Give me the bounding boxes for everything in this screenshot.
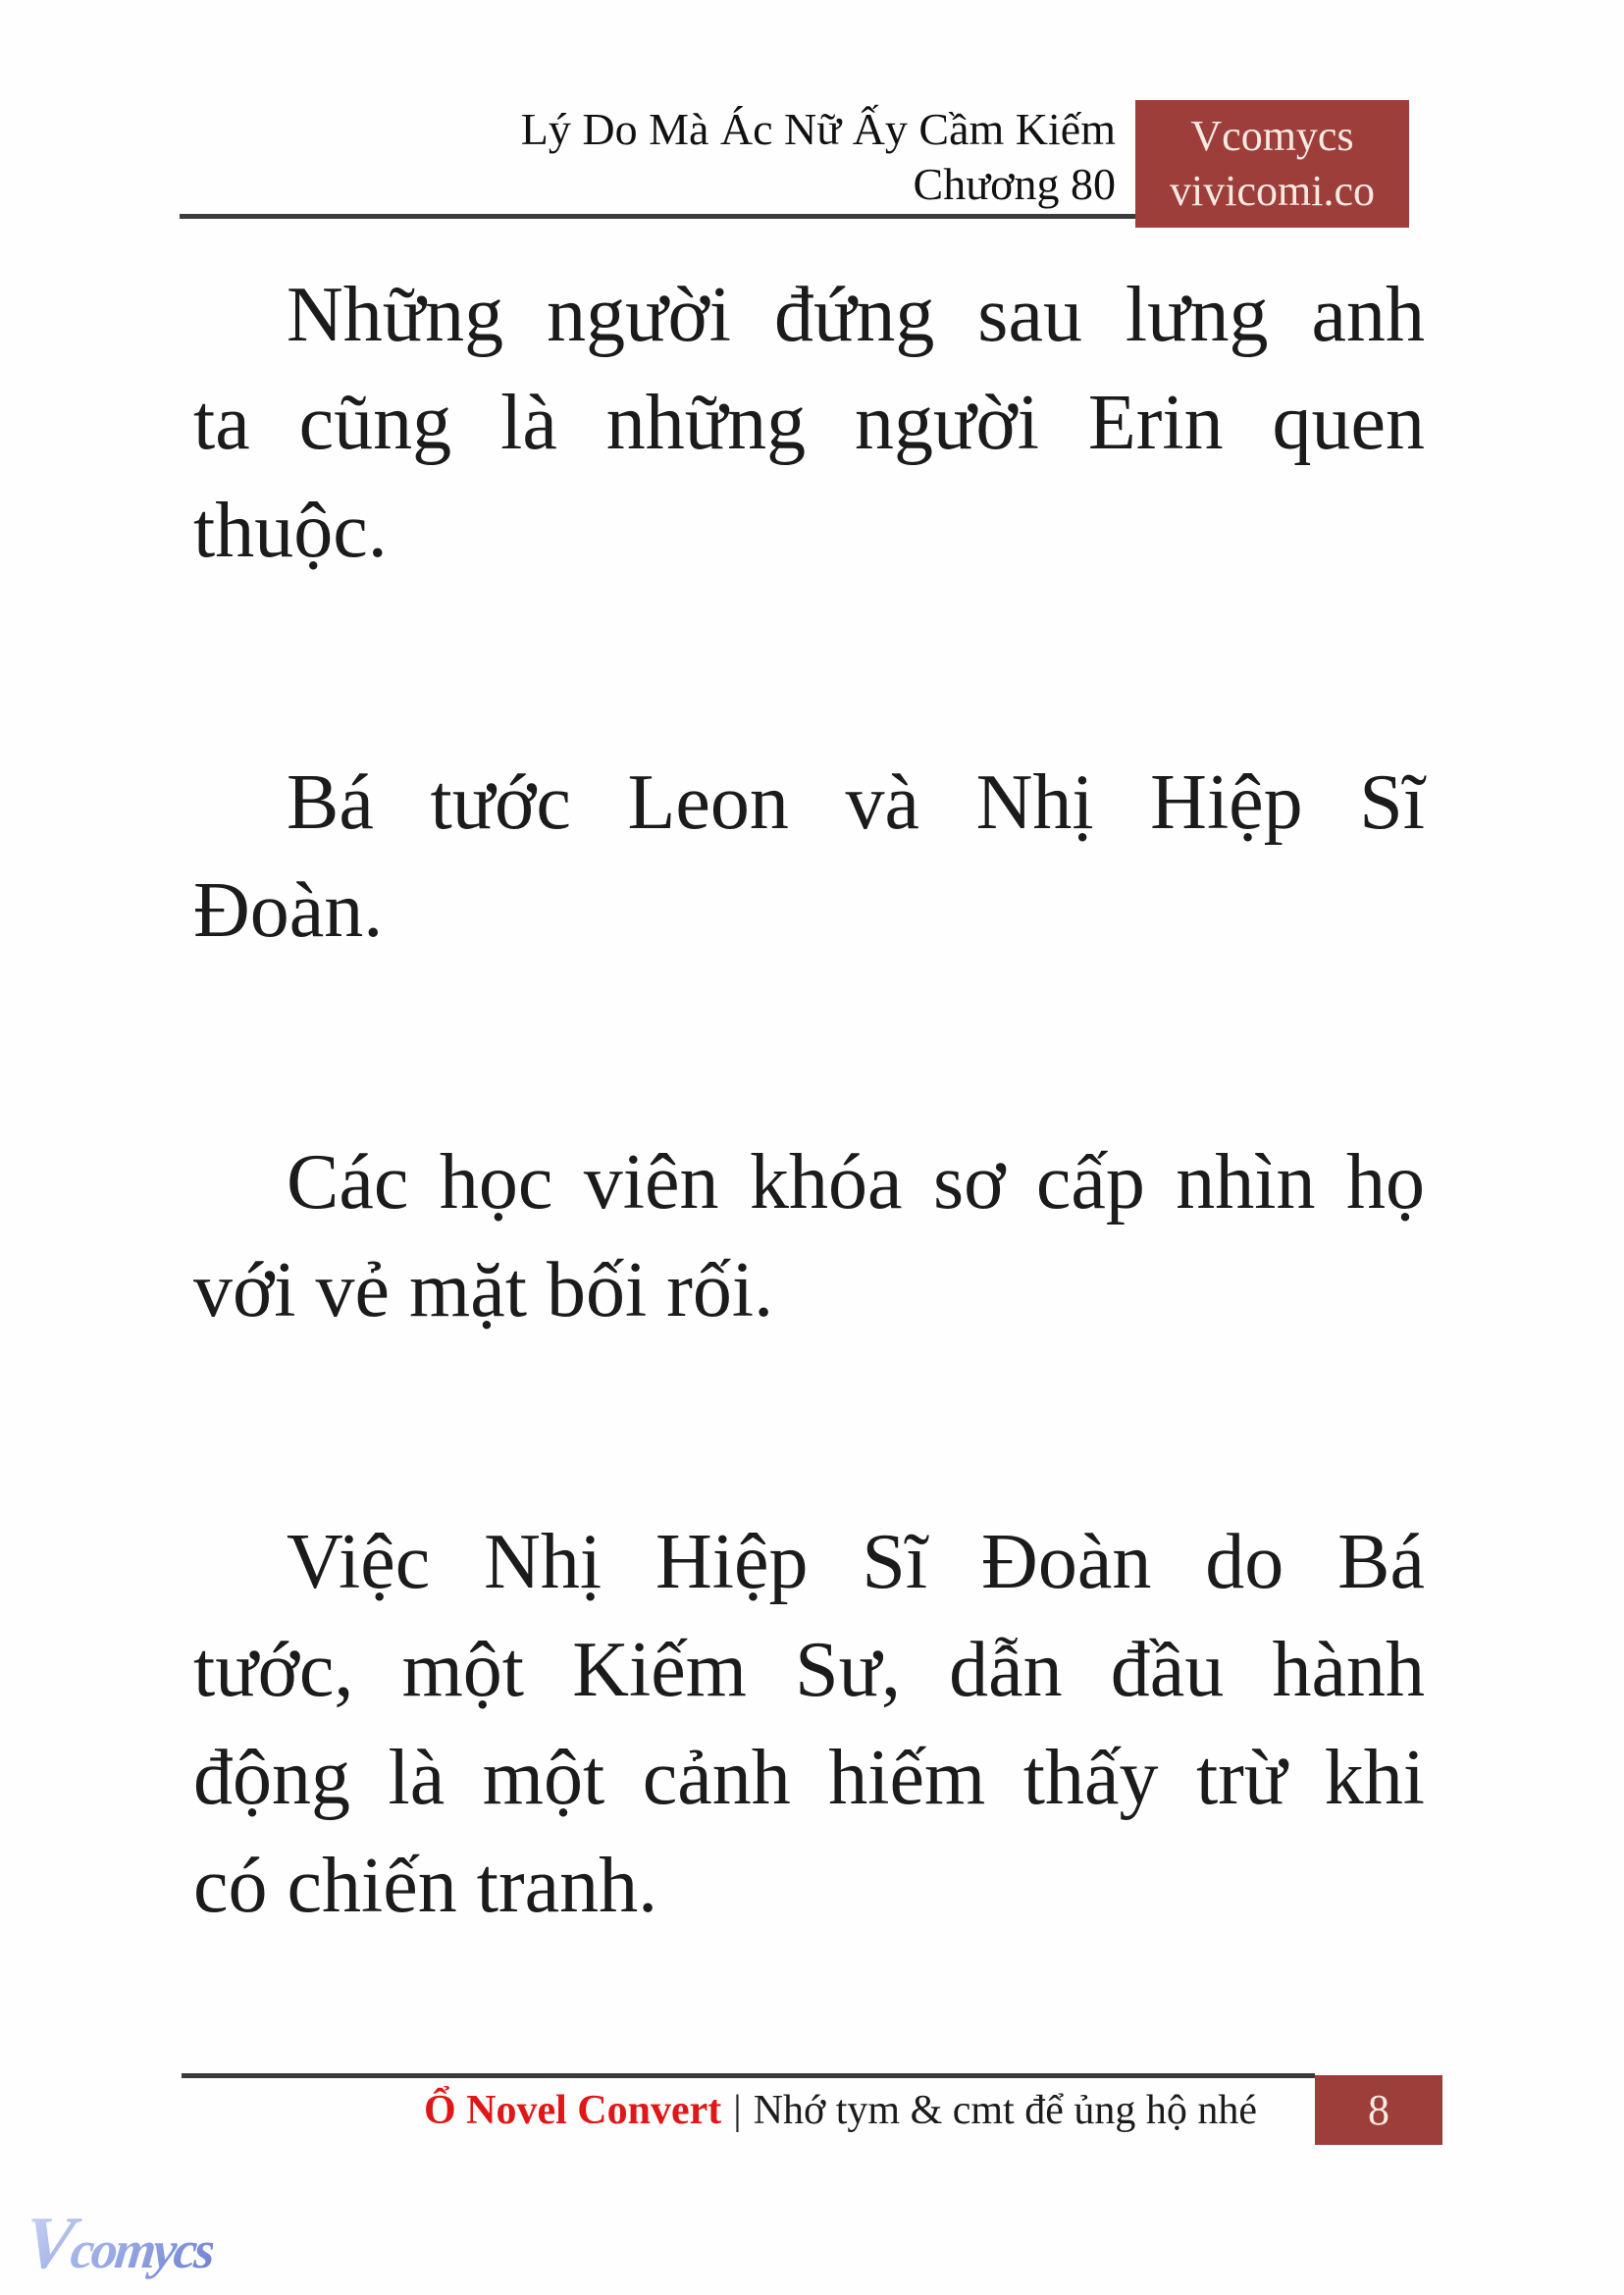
vcomycs-watermark-logo bbox=[20, 2204, 217, 2289]
text-line: thuộc. bbox=[193, 488, 388, 574]
text-line: ta cũng là những người Erin quen bbox=[193, 380, 1425, 466]
brand-site: vivicomi.co bbox=[1170, 167, 1375, 215]
text-line: với vẻ mặt bối rối. bbox=[193, 1247, 774, 1333]
text-line: Bá tước Leon và Nhị Hiệp Sĩ bbox=[287, 759, 1425, 846]
text-line: có chiến tranh. bbox=[193, 1843, 658, 1929]
header-title-line-1: Lý Do Mà Ác Nữ Ấy Cầm Kiếm bbox=[520, 104, 1116, 154]
brand-name: Vcomycs bbox=[1190, 112, 1354, 160]
text-line: Các học viên khóa sơ cấp nhìn họ bbox=[287, 1139, 1425, 1226]
footer-credit-line bbox=[424, 2086, 1257, 2135]
watermark-rest: comycs bbox=[68, 2220, 216, 2279]
paragraph bbox=[193, 1508, 1425, 1940]
text-line: Việc Nhị Hiệp Sĩ Đoàn do Bá bbox=[287, 1519, 1425, 1605]
header-divider bbox=[180, 214, 1135, 219]
page-number-badge bbox=[1315, 2075, 1442, 2145]
header-title bbox=[521, 102, 1116, 212]
text-line: tước, một Kiếm Sư, dẫn đầu hành bbox=[193, 1627, 1425, 1713]
text-line: Đoàn. bbox=[193, 867, 384, 954]
header-chapter-label: Chương 80 bbox=[913, 159, 1116, 209]
page-number: 8 bbox=[1368, 2086, 1389, 2134]
footer-credit-name: Ổ Novel Convert bbox=[424, 2088, 722, 2133]
footer-separator: | bbox=[733, 2088, 742, 2133]
paragraph bbox=[193, 1128, 1425, 1344]
body-text bbox=[193, 261, 1425, 1940]
brand-badge bbox=[1135, 100, 1409, 228]
text-line: động là một cảnh hiếm thấy trừ khi bbox=[193, 1735, 1425, 1821]
footer-note: Nhớ tym & cmt để ủng hộ nhé bbox=[753, 2088, 1258, 2133]
paragraph bbox=[193, 749, 1425, 965]
watermark-initial: V bbox=[20, 2202, 77, 2284]
text-line: Những người đứng sau lưng anh bbox=[287, 272, 1425, 358]
footer-divider bbox=[182, 2073, 1315, 2078]
paragraph bbox=[193, 261, 1425, 585]
